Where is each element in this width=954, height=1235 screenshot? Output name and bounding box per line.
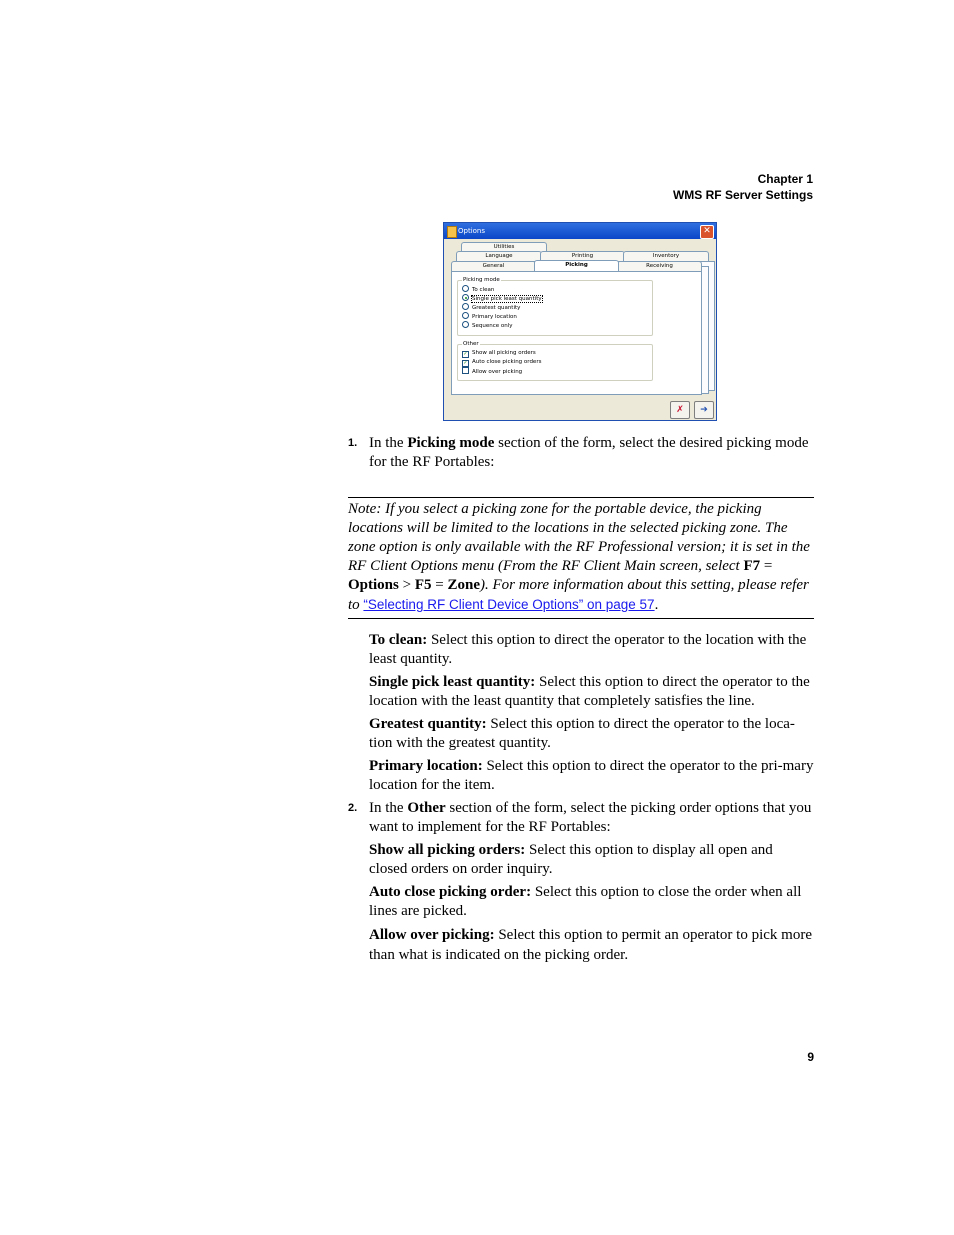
- step-1-bold: Picking mode: [407, 435, 495, 451]
- checkbox-checked-icon: ✓: [463, 351, 468, 357]
- term: Greatest quantity:: [369, 716, 487, 732]
- step-2-number: 2.: [348, 802, 358, 814]
- note-eq: =: [760, 558, 773, 574]
- option-label: Greatest quantity: [472, 305, 521, 311]
- step-2-text: [369, 799, 814, 836]
- page-number: 9: [807, 1050, 814, 1064]
- radio-selected-icon: [462, 294, 469, 301]
- term: Allow over picking:: [369, 927, 495, 943]
- picking-mode-group: [457, 277, 653, 336]
- definition: Select this option to direct the operator to the location with the least quantity that completely satisfies the line.: [369, 674, 810, 709]
- note-key-zone: Zone: [447, 577, 480, 593]
- exit-icon: ➔: [700, 405, 708, 415]
- radio-sequence-only[interactable]: [462, 321, 513, 331]
- term: To clean:: [369, 632, 428, 648]
- tab-picking[interactable]: Picking: [534, 260, 619, 271]
- cancel-button[interactable]: [670, 401, 690, 419]
- option-label: Primary location: [472, 314, 517, 320]
- checkbox-auto-close-picking-orders[interactable]: [462, 358, 541, 367]
- other-label: Other: [463, 341, 479, 347]
- option-desc-show-all: [369, 841, 814, 878]
- radio-icon: [462, 312, 469, 319]
- step-1-number: 1.: [348, 437, 358, 449]
- checkbox-icon: [462, 367, 469, 374]
- options-dialog: [443, 222, 717, 421]
- tab-printing[interactable]: Printing: [540, 251, 625, 261]
- definition: Select this option to direct the operator to the loca-tion with the greatest quantity.: [369, 716, 795, 751]
- term: Auto close picking order:: [369, 884, 532, 900]
- app-icon: [447, 226, 457, 238]
- checkbox-checked-icon: ✓: [463, 360, 468, 366]
- option-desc-greatest-quantity: [369, 715, 814, 752]
- term: Primary location:: [369, 758, 483, 774]
- note-prefix: Note: If you select a picking zone for the portable device, the picking locations will be limited to the locations in the selected picking zone. The zone option is only available with the RF Professional version; it is set in the RF Client Options menu (From the RF Client Main screen, select: [348, 501, 810, 574]
- step-1-pre: In the: [369, 435, 408, 451]
- option-label: Show all picking orders: [472, 350, 536, 356]
- definition: Select this option to direct the operator to the location with the least quantity.: [369, 632, 807, 667]
- picking-mode-label: Picking mode: [463, 277, 500, 283]
- dialog-titlebar: [444, 223, 716, 239]
- tab-general[interactable]: General: [451, 261, 536, 271]
- note-key-options: Options: [348, 577, 399, 593]
- exit-button[interactable]: [694, 401, 714, 419]
- step-2-bold: Other: [407, 800, 446, 816]
- option-desc-auto-close: [369, 883, 814, 920]
- note-key-f5: F5: [414, 577, 432, 593]
- cancel-icon: ✗: [676, 405, 684, 415]
- definition: Select this option to display all open and closed orders on order inquiry.: [369, 842, 773, 877]
- note-box: [348, 497, 814, 619]
- definition: Select this option to close the order when all lines are picked.: [369, 884, 802, 919]
- step-1-text: [369, 434, 814, 471]
- checkbox-show-all-picking-orders[interactable]: [462, 349, 536, 358]
- radio-icon: [462, 285, 469, 292]
- option-label: Auto close picking orders: [472, 359, 542, 365]
- option-desc-single-pick: [369, 673, 814, 710]
- term: Show all picking orders:: [369, 842, 526, 858]
- chapter-header: Chapter 1: [757, 172, 813, 186]
- option-label: To clean: [472, 287, 495, 293]
- option-label: Single pick least quantity: [472, 296, 542, 302]
- option-label: Allow over picking: [472, 369, 523, 375]
- cross-reference-link[interactable]: “Selecting RF Client Device Options” on page 57: [363, 597, 655, 612]
- close-icon[interactable]: ✕: [700, 225, 714, 239]
- tab-utilities[interactable]: Utilities: [461, 242, 547, 252]
- tab-language[interactable]: Language: [456, 251, 542, 261]
- note-middle: ). For more information about this setting, please refer to: [348, 577, 809, 613]
- note-eq: =: [431, 577, 448, 593]
- step-1-post: section of the form, select the desired picking mode for the RF Portables:: [369, 435, 809, 470]
- picking-panel: [451, 271, 702, 395]
- step-2-post: section of the form, select the picking order options that you want to implement for the RF Portables:: [369, 800, 812, 835]
- term: Single pick least quantity:: [369, 674, 536, 690]
- definition: Select this option to direct the operator to the pri-mary location for the item.: [369, 758, 814, 793]
- checkbox-allow-over-picking[interactable]: [462, 367, 522, 377]
- step-2-pre: In the: [369, 800, 408, 816]
- option-label: Sequence only: [472, 323, 513, 329]
- option-desc-primary-location: [369, 757, 814, 794]
- section-header: WMS RF Server Settings: [672, 188, 813, 202]
- tab-receiving[interactable]: Receiving: [617, 261, 702, 271]
- radio-icon: [462, 321, 469, 328]
- definition: Select this option to permit an operator to pick more than what is indicated on the picking order.: [369, 927, 812, 963]
- note-key-f7: F7: [743, 558, 761, 574]
- option-desc-to-clean: [369, 631, 814, 668]
- tab-inventory[interactable]: Inventory: [623, 251, 709, 261]
- dialog-title: Options: [458, 227, 486, 235]
- other-group: [457, 341, 653, 381]
- note-gt: >: [398, 577, 415, 593]
- note-end: .: [654, 597, 659, 613]
- option-desc-allow-over: [369, 925, 814, 965]
- radio-icon: [462, 303, 469, 310]
